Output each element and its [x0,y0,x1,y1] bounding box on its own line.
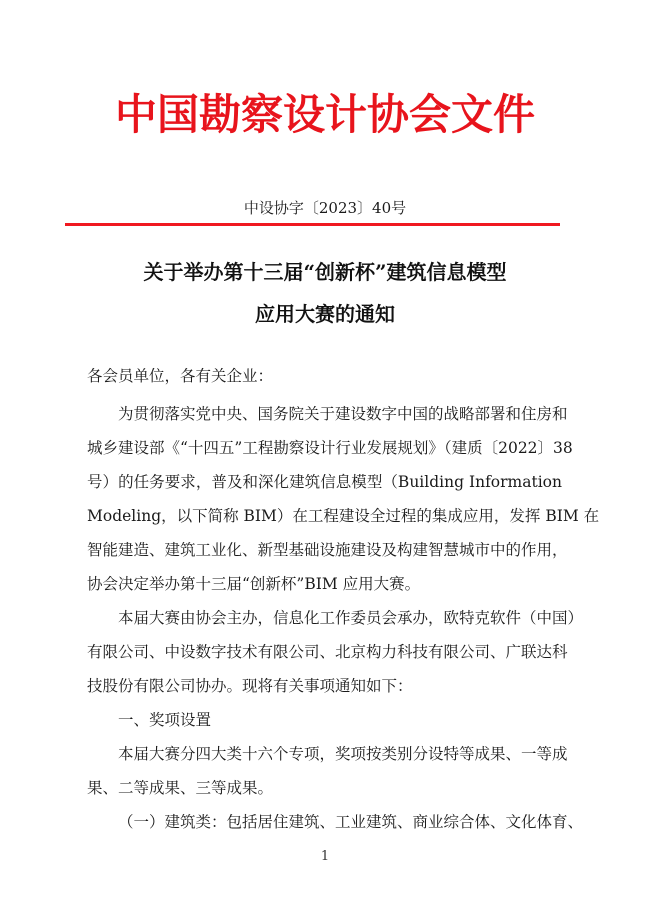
paragraph-line: 协会决定举办第十三届“创新杯”BIM 应用大赛。 [87,575,421,593]
red-divider-line [65,223,560,226]
paragraph-line: 为贯彻落实党中央、国务院关于建设数字中国的战略部署和住房和 [118,405,568,423]
paragraph-line: 技股份有限公司协办。现将有关事项通知如下： [87,677,413,695]
paragraph-line: 智能建造、建筑工业化、新型基础设施建设及构建智慧城市中的作用， [87,541,568,559]
paragraph-line: （一）建筑类：包括居住建筑、工业建筑、商业综合体、文化体育、 [118,813,584,831]
notice-title-line-1: 关于举办第十三届“创新杯”建筑信息模型 [143,260,507,284]
paragraph-line: 果、二等成果、三等成果。 [87,779,274,797]
paragraph-line: 城乡建设部《“十四五”工程勘察设计行业发展规划》（建质〔2022〕38 [87,439,573,457]
paragraph-line: 号）的任务要求，普及和深化建筑信息模型（Building Information [87,473,562,491]
paragraph-line: 本届大赛由协会主办，信息化工作委员会承办，欧特克软件（中国） [118,609,584,627]
paragraph-line: 本届大赛分四大类十六个专项，奖项按类别分设特等成果、一等成 [118,745,568,763]
paragraph-line: Modeling，以下简称 BIM）在工程建设全过程的集成应用，发挥 BIM 在 [87,507,600,525]
paragraph-line: 有限公司、中设数字技术有限公司、北京构力科技有限公司、广联达科 [87,643,568,661]
section-heading: 一、奖项设置 [118,711,212,729]
page-number: 1 [320,849,330,864]
notice-title-line-2: 应用大赛的通知 [255,302,395,326]
masthead-title: 中国勘察设计协会文件 [114,90,535,139]
salutation: 各会员单位，各有关企业： [87,367,274,385]
document-number: 中设协字〔2023〕40号 [243,199,407,217]
